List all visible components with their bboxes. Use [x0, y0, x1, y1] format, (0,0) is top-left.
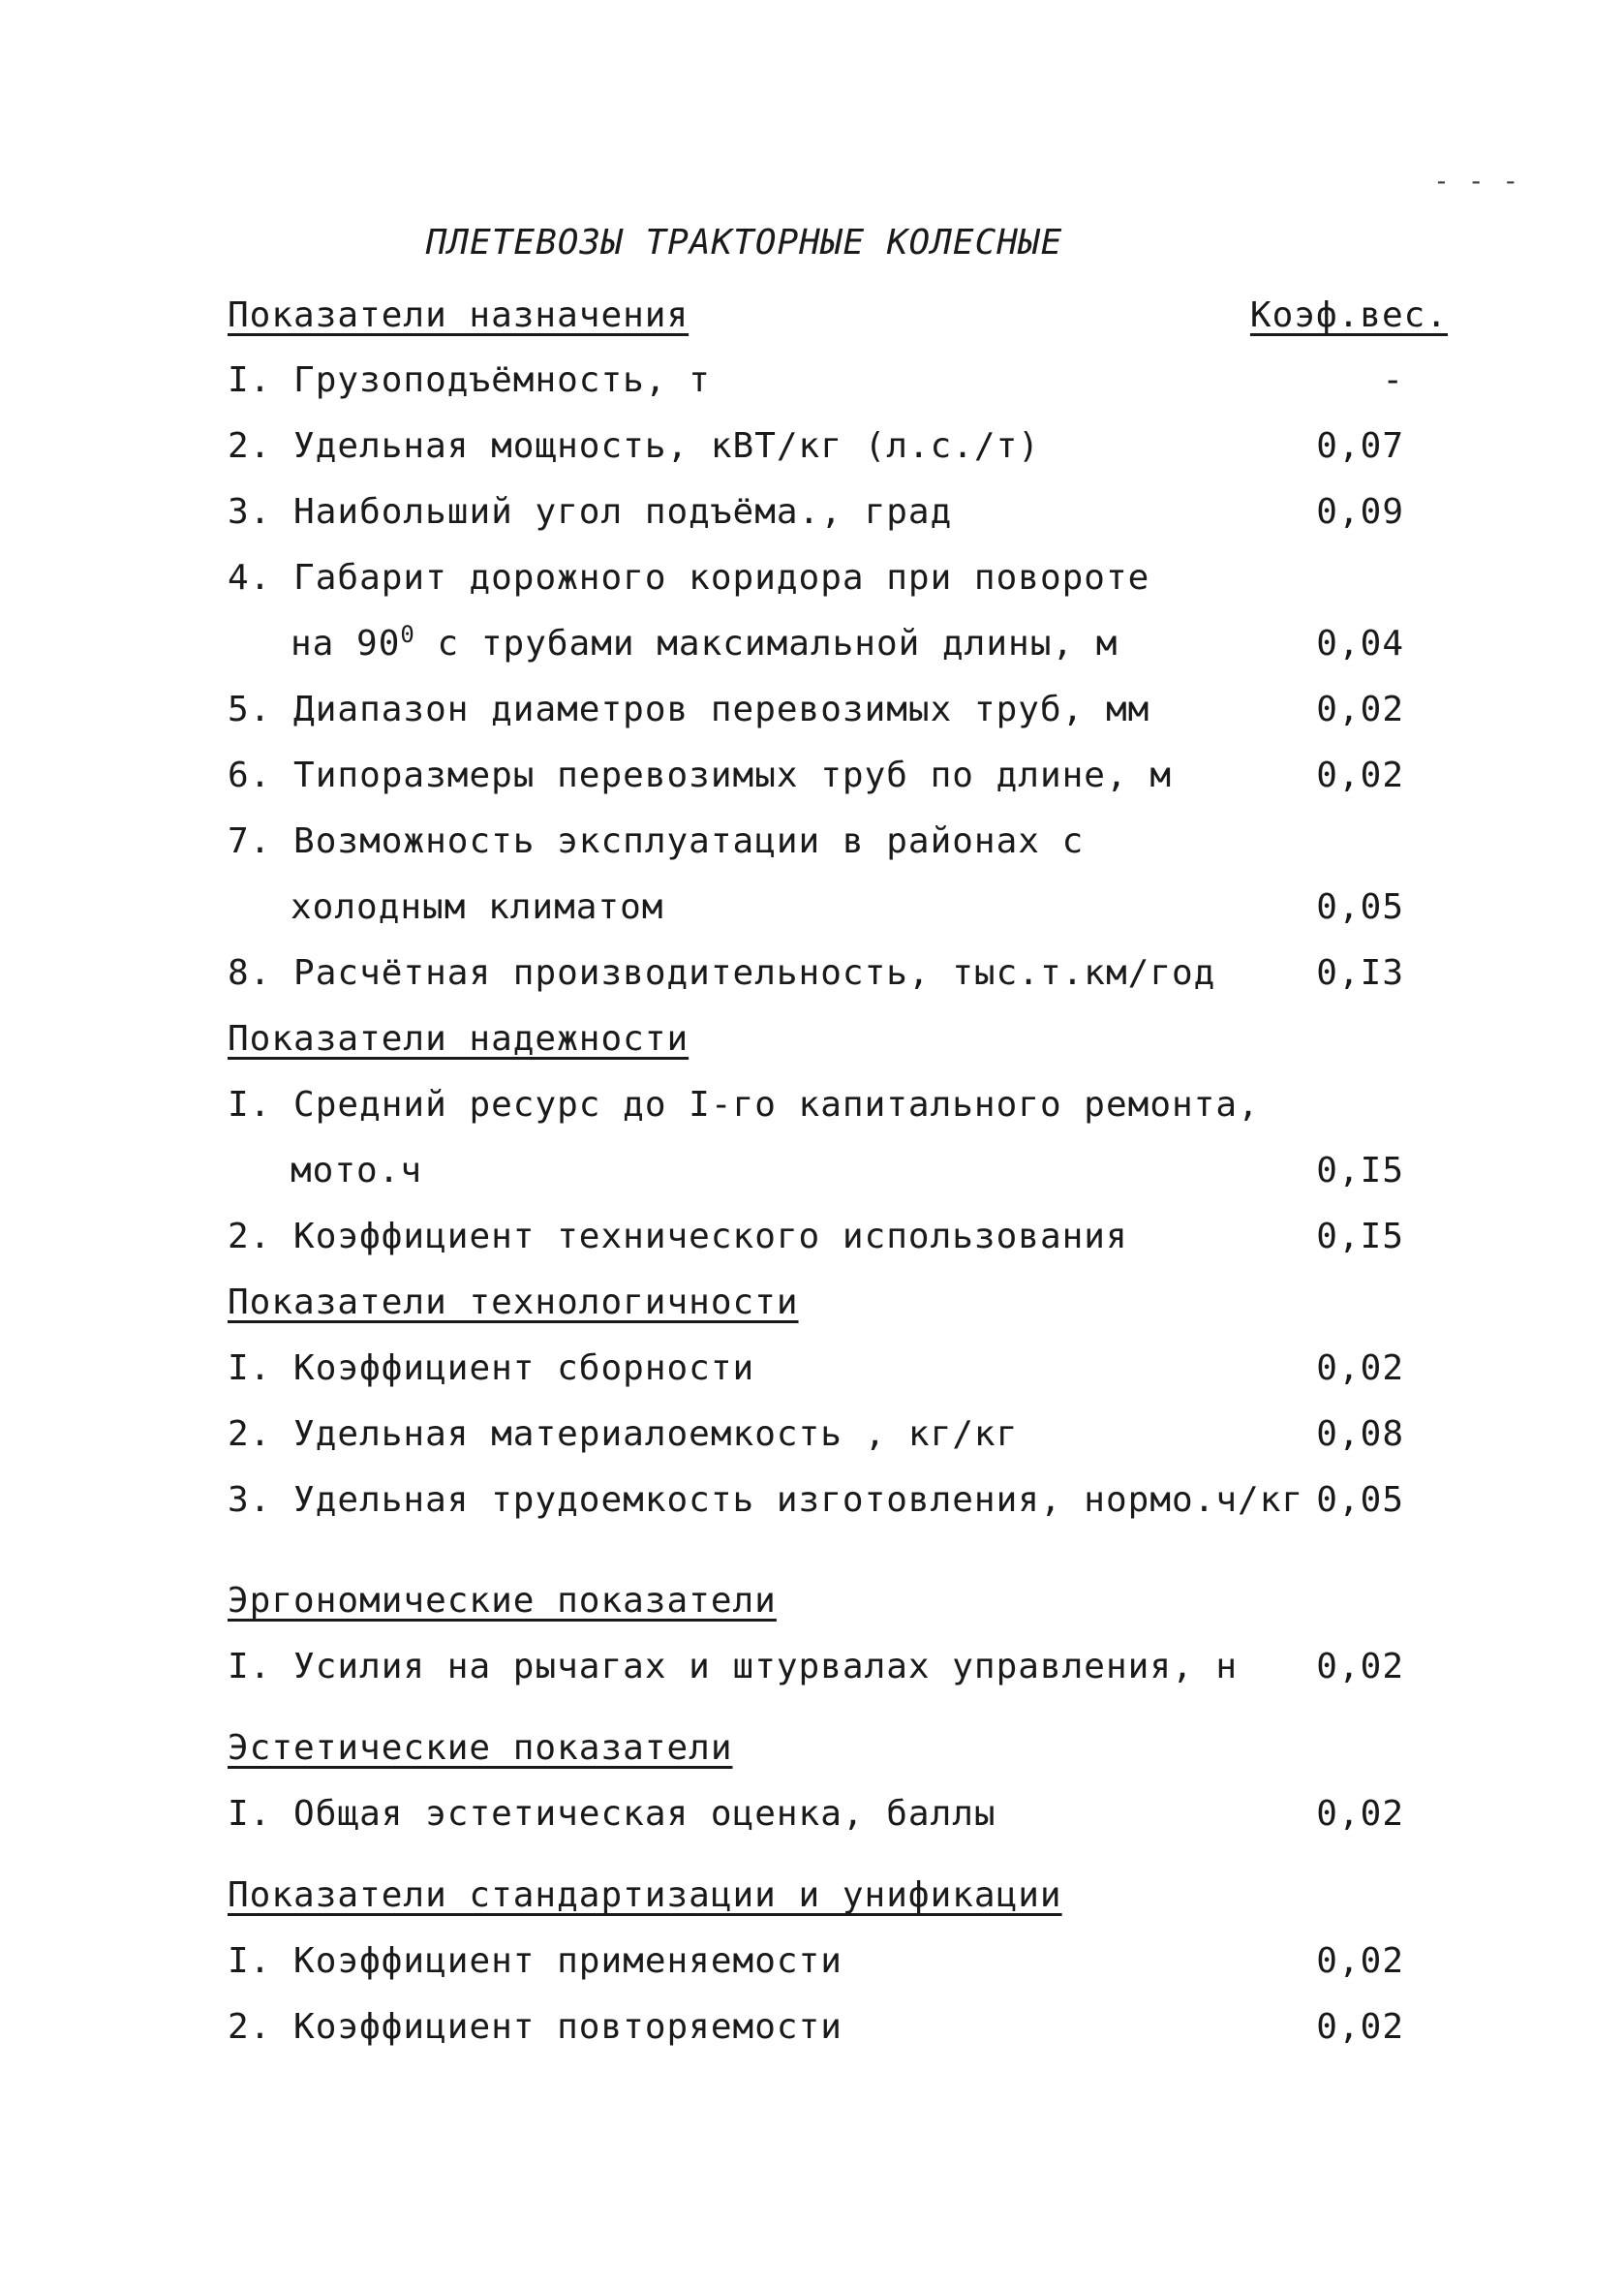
item-coef: 0,09 — [1316, 492, 1404, 532]
item-label: 6. Типоразмеры перевозимых труб по длине, м — [228, 756, 1172, 795]
item-coef: 0,02 — [1316, 2007, 1404, 2047]
list-item — [228, 690, 1448, 740]
item-label-cont: мото.ч — [291, 1151, 423, 1190]
list-item — [228, 426, 1448, 477]
item-label: I. Коэффициент применяемости — [228, 1941, 843, 1981]
item-coef: 0,02 — [1316, 1941, 1404, 1981]
title-text: ПЛЕТЕВОЗЫ ТРАКТОРНЫЕ КОЛЕСНЫЕ — [425, 223, 1063, 263]
list-item — [228, 1480, 1448, 1530]
list-item — [228, 1794, 1448, 1844]
item-coef: 0,02 — [1316, 756, 1404, 795]
item-coef: 0,05 — [1316, 887, 1404, 927]
list-item — [228, 1217, 1448, 1267]
list-item — [228, 821, 1448, 872]
list-item — [228, 756, 1448, 806]
list-item — [228, 492, 1448, 542]
list-item — [228, 1085, 1448, 1135]
list-item — [228, 1647, 1448, 1697]
item-coef: 0,07 — [1316, 426, 1404, 466]
item-label-cont: на $90^0$ с трубами максимальной длины, м — [291, 621, 1118, 664]
item-label: 2. Коэффициент технического использования — [228, 1217, 1128, 1256]
section-heading-standardization: Показатели стандартизации и унификации — [228, 1875, 1062, 1915]
list-item — [228, 360, 1448, 411]
item-coef: 0,02 — [1316, 690, 1404, 729]
item-label: I. Общая эстетическая оценка, баллы — [228, 1794, 996, 1834]
item-coef: 0,04 — [1316, 624, 1404, 664]
item-label: 2. Коэффициент повторяемости — [228, 2007, 843, 2047]
list-item-continuation — [228, 621, 1448, 674]
item-label: 7. Возможность эксплуатации в районах с — [228, 821, 1085, 861]
item-label-cont: холодным климатом — [291, 887, 664, 927]
section-heading-manufacturability: Показатели технологичности — [228, 1283, 799, 1322]
item-coef: - — [1382, 360, 1404, 400]
item-coef: 0,I5 — [1316, 1151, 1404, 1190]
header-row — [228, 295, 1448, 346]
section-heading-ergonomic: Эргономические показатели — [228, 1581, 777, 1621]
page-title — [0, 223, 1624, 263]
item-label: 2. Удельная материалоемкость , кг/кг — [228, 1414, 1019, 1454]
list-item-continuation — [228, 1151, 1448, 1201]
item-coef: 0,02 — [1316, 1647, 1404, 1686]
item-label: 4. Габарит дорожного коридора при повороте — [228, 558, 1150, 598]
item-coef: 0,08 — [1316, 1414, 1404, 1454]
section-heading-purpose: Показатели назначения — [228, 295, 689, 335]
item-coef: 0,02 — [1316, 1348, 1404, 1388]
item-label: I. Коэффициент сборности — [228, 1348, 755, 1388]
list-item — [228, 2007, 1448, 2057]
item-label: I. Грузоподъёмность, т — [228, 360, 711, 400]
list-item-continuation — [228, 887, 1448, 938]
item-label: 3. Наибольший угол подъёма., град — [228, 492, 953, 532]
item-label: 2. Удельная мощность, кВТ/кг (л.с./т) — [228, 426, 1040, 466]
item-coef: 0,I5 — [1316, 1217, 1404, 1256]
item-label: I. Усилия на рычагах и штурвалах управления, н — [228, 1647, 1239, 1686]
item-coef: 0,02 — [1316, 1794, 1404, 1834]
item-label: I. Средний ресурс до I-го капитального ремонта, — [228, 1085, 1260, 1125]
section-heading-reliability: Показатели надежности — [228, 1019, 689, 1059]
list-item — [228, 953, 1448, 1004]
item-label: 5. Диапазон диаметров перевозимых труб, мм — [228, 690, 1150, 729]
item-label: 8. Расчётная производительность, тыс.т.км/год — [228, 953, 1216, 993]
list-item — [228, 1414, 1448, 1465]
list-item — [228, 1348, 1448, 1399]
coef-column-header: Коэф.вес. — [1249, 295, 1448, 335]
item-coef: 0,05 — [1316, 1480, 1404, 1520]
list-item — [228, 558, 1448, 608]
section-heading-aesthetic: Эстетические показатели — [228, 1728, 733, 1768]
item-label: 3. Удельная трудоемкость изготовления, нормо.ч/кг — [228, 1480, 1304, 1520]
item-coef: 0,I3 — [1316, 953, 1404, 993]
corner-mark: - - - — [1433, 165, 1520, 197]
list-item — [228, 1941, 1448, 1992]
